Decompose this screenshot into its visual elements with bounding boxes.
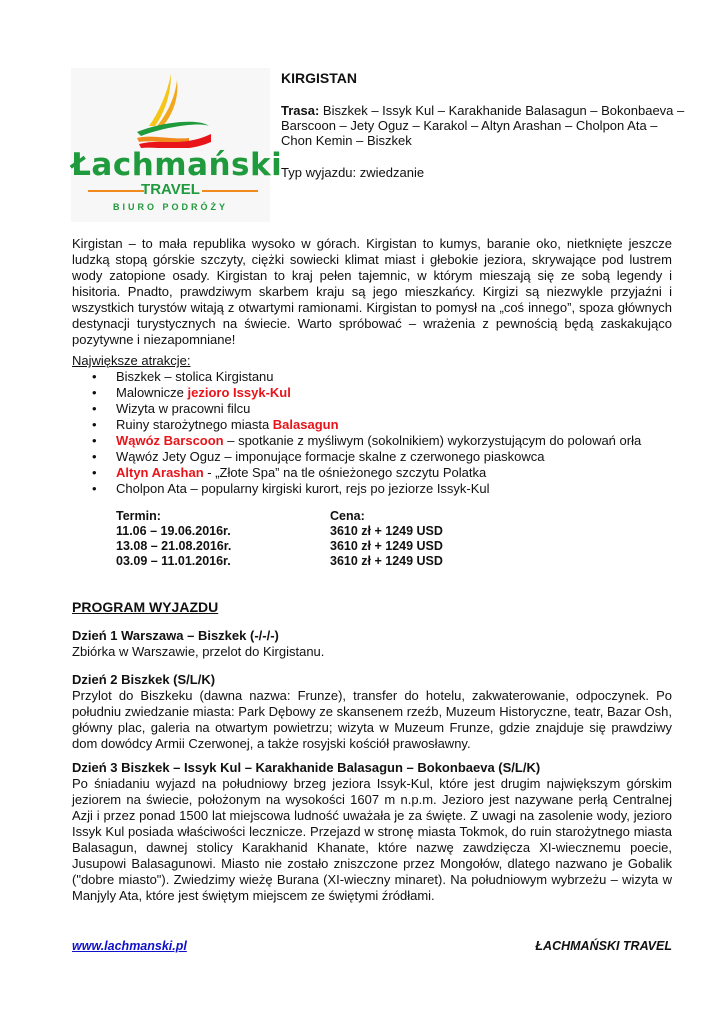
logo-travel-row xyxy=(71,181,270,199)
day-description: Przylot do Biszkeku (dawna nazwa: Frunze), transfer do hotelu, zakwaterowanie, odpoczynek. Po południu zwiedzanie miasta: Park Dębowy ze skansenem rzeźb, Muzeum Historyczne, teatr, Bazar Osh, główny plac, galeria na otwartym powietrzu; wizyta w Muzeum Frunze, gdzie znajduje się prawdziwy dom dowódcy Armii Czerwonej, a także rosyjski kościół prawosławny. xyxy=(72,688,672,751)
day-2 xyxy=(72,672,672,752)
table-row xyxy=(116,554,443,569)
highlight: jezioro Issyk-Kul xyxy=(187,385,291,400)
route xyxy=(281,103,691,148)
logo-subtitle: BIURO PODRÓŻY xyxy=(112,202,228,212)
table-row xyxy=(116,524,443,539)
day-description: Po śniadaniu wyjazd na południowy brzeg jeziora Issyk-Kul, które jest drugim największym górskim jeziorem na świecie, położonym na wysokości 1607 m n.p.m. Jezioro jest nazywane perłą Centralnej Azji i przez ponad 1500 lat miejscowa ludność uważała je za święte. Z uwagi na zasolenie wody, jezioro Issyk Kul posiada właściwości lecznicze. Przejazd w stronę miasta Tokmok, do ruin starożytnego miasta Balasagun, dawnej stolicy Karakhanid Khanate, które nazwę zawdzięcza XI-wiecznemu poecie, Jusupowi Balasagunowi. Miasto nie zostało zniszczone przez Mongołów, dlatego nazwano je Gobalik ("dobre miasto"). Zwiedzimy wieżę Burana (XI-wieczny minaret). Na południowym wybrzeżu – wizyta w Manjyly Ata, które jest świętym miejscem ze świętymi źródłami. xyxy=(72,776,672,903)
route-label: Trasa: xyxy=(281,103,320,118)
logo-travel-text: TRAVEL xyxy=(141,181,200,198)
day-title: Dzień 1 Warszawa – Biszkek (-/-/-) xyxy=(72,628,279,643)
term-cell: 11.06 – 19.06.2016r. xyxy=(116,524,231,538)
day-description: Zbiórka w Warszawie, przelot do Kirgistanu. xyxy=(72,644,325,659)
website-link[interactable]: www.lachmanski.pl xyxy=(72,939,187,953)
list-item: • Biszkek – stolica Kirgistanu xyxy=(92,369,274,384)
list-item: • Ruiny starożytnego miasta Balasagun xyxy=(92,417,339,432)
highlight: Balasagun xyxy=(272,417,339,432)
list-item: • Wąwóz Jety Oguz – imponujące formacje skalne z czerwonego piaskowca xyxy=(92,449,545,464)
bullet-icon: • xyxy=(92,433,97,448)
price-cell: 3610 zł + 1249 USD xyxy=(330,554,443,568)
price-cell: 3610 zł + 1249 USD xyxy=(330,539,443,553)
intro-paragraph: Kirgistan – to mała republika wysoko w górach. Kirgistan to kumys, baranie oko, nietknięte jeszcze ludzką stopą górskie szczyty, ciężki sowiecki klimat miast i głebokie jeziora, skrywające pod lustrem wody zatopione osady. Kirgistan to kraj pełen tajemnic, w którym mieszają się ze sobą legendy i hisitoria. Pnadto, prawdziwym skarbem kraju są jego mieszkańcy. Kirgizi są niezwykle przyjaźni i wszystkich turystów witają z otwartymi ramionami. Kirgistan to pomysł na „coś innego”, spoza głównych destynacji turystycznych na świecie. Warto spróbować – wrażenia z pewnością będą zaskakująco pozytywne i niezapomniane! xyxy=(72,236,672,347)
table-row xyxy=(116,539,443,554)
highlight: Wąwóz Barscoon xyxy=(116,433,224,448)
pricing-header-row xyxy=(116,509,443,524)
footer-brand: ŁACHMAŃSKI TRAVEL xyxy=(535,939,672,953)
bullet-icon: • xyxy=(92,385,97,400)
attractions-list xyxy=(72,369,692,497)
price-header: Cena: xyxy=(330,509,365,523)
page-title: KIRGISTAN xyxy=(281,70,357,86)
highlight: Altyn Arashan xyxy=(116,465,204,480)
program-title: PROGRAM WYJAZDU xyxy=(72,599,219,615)
attractions-title: Największe atrakcje: xyxy=(72,353,191,368)
trip-type: Typ wyjazdu: zwiedzanie xyxy=(281,165,425,180)
term-cell: 03.09 – 11.01.2016r. xyxy=(116,554,231,568)
page-footer xyxy=(72,939,672,953)
list-item: • Cholpon Ata – popularny kirgiski kurort, rejs po jeziorze Issyk-Kul xyxy=(92,481,490,496)
route-text: Biszkek – Issyk Kul – Karakhanide Balasagun – Bokonbaeva – Barscoon – Jety Oguz – Karakol – Altyn Arashan – Cholpon Ata – Chon Kemin – Biszkek xyxy=(281,103,685,148)
logo-brand-name: Łachmański xyxy=(71,147,283,183)
bullet-icon: • xyxy=(92,449,97,464)
bullet-icon: • xyxy=(92,401,97,416)
term-cell: 13.08 – 21.08.2016r. xyxy=(116,539,232,553)
term-header: Termin: xyxy=(116,509,161,523)
day-title: Dzień 2 Biszkek (S/L/K) xyxy=(72,672,216,687)
list-item: • Wizyta w pracowni filcu xyxy=(92,401,251,416)
company-logo xyxy=(71,68,283,222)
price-cell: 3610 zł + 1249 USD xyxy=(330,524,443,538)
day-1 xyxy=(72,628,672,660)
logo-divider-right xyxy=(202,190,258,192)
bullet-icon: • xyxy=(92,417,97,432)
bullet-icon: • xyxy=(92,369,97,384)
bullet-icon: • xyxy=(92,481,97,496)
pricing-table xyxy=(116,509,443,569)
day-title: Dzień 3 Biszkek – Issyk Kul – Karakhanide Balasagun – Bokonbaeva (S/L/K) xyxy=(72,760,541,775)
list-item: • Wąwóz Barscoon – spotkanie z myśliwym (sokolnikiem) wykorzystującym do polowań orła xyxy=(92,433,642,448)
bullet-icon: • xyxy=(92,465,97,480)
trip-header xyxy=(281,70,691,180)
day-3 xyxy=(72,760,672,904)
list-item: • Malownicze jezioro Issyk-Kul xyxy=(92,385,291,400)
list-item: • Altyn Arashan - „Złote Spa” na tle ośnieżonego szczytu Polatka xyxy=(92,465,487,480)
red-wave-icon xyxy=(71,68,270,148)
